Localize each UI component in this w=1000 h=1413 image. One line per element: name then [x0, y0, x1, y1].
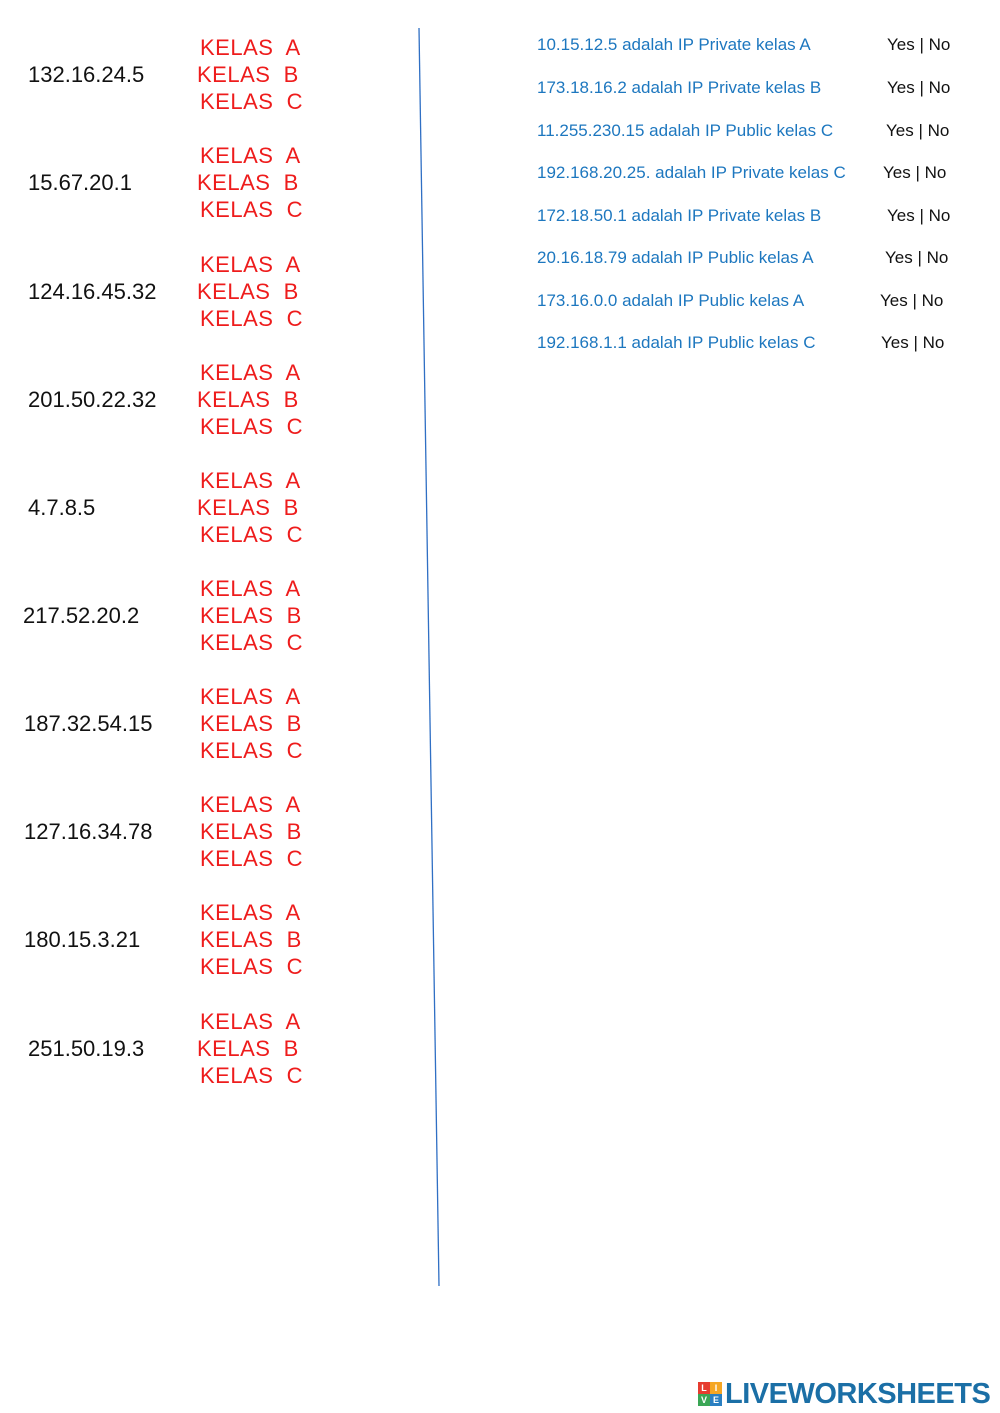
- option-kelas-c[interactable]: KELAS C: [200, 630, 304, 655]
- option-kelas-a[interactable]: KELAS A: [200, 360, 301, 385]
- yes-no-choice: [887, 35, 950, 55]
- statement-row: [0, 35, 1000, 65]
- option-kelas-a[interactable]: KELAS A: [200, 684, 301, 709]
- ip-address-label: 201.50.22.32: [28, 387, 157, 412]
- statement-text: 192.168.20.25. adalah IP Private kelas C: [537, 163, 846, 182]
- no-option[interactable]: No: [928, 35, 951, 54]
- statement-text: 11.255.230.15 adalah IP Public kelas C: [537, 121, 834, 140]
- question-group: [0, 897, 420, 987]
- option-kelas-c[interactable]: KELAS C: [200, 89, 304, 114]
- option-kelas-a[interactable]: KELAS A: [200, 900, 301, 925]
- option-kelas-c[interactable]: KELAS C: [200, 197, 304, 222]
- statement-text: 172.18.50.1 adalah IP Private kelas B: [537, 206, 822, 225]
- yes-no-choice: [881, 333, 944, 353]
- ip-address-label: 217.52.20.2: [23, 603, 140, 628]
- separator: |: [914, 206, 929, 225]
- no-option[interactable]: No: [921, 291, 944, 310]
- statement-row: [0, 248, 1000, 278]
- option-kelas-b[interactable]: KELAS B: [197, 1036, 299, 1061]
- option-kelas-a[interactable]: KELAS A: [200, 143, 301, 168]
- option-kelas-a[interactable]: KELAS A: [200, 576, 301, 601]
- option-kelas-b[interactable]: KELAS B: [200, 819, 302, 844]
- option-kelas-c[interactable]: KELAS C: [200, 414, 304, 439]
- separator: |: [912, 248, 927, 267]
- yes-no-choice: [886, 121, 949, 141]
- statement-text: 192.168.1.1 adalah IP Public kelas C: [537, 333, 816, 352]
- option-kelas-c[interactable]: KELAS C: [200, 846, 304, 871]
- ip-address-label: 124.16.45.32: [28, 279, 157, 304]
- option-kelas-b[interactable]: KELAS B: [197, 279, 299, 304]
- option-kelas-b[interactable]: KELAS B: [200, 927, 302, 952]
- option-kelas-c[interactable]: KELAS C: [200, 1063, 304, 1088]
- no-option[interactable]: No: [922, 333, 945, 352]
- question-group: [0, 789, 420, 879]
- option-kelas-a[interactable]: KELAS A: [200, 1009, 301, 1034]
- no-option[interactable]: No: [928, 206, 951, 225]
- option-kelas-b[interactable]: KELAS B: [197, 387, 299, 412]
- ip-address-label: 4.7.8.5: [28, 495, 96, 520]
- statement-text: 10.15.12.5 adalah IP Private kelas A: [537, 35, 811, 54]
- separator: |: [914, 35, 929, 54]
- no-option[interactable]: No: [928, 78, 951, 97]
- logo-mark-letter: E: [710, 1394, 722, 1406]
- no-option[interactable]: No: [926, 248, 949, 267]
- no-option[interactable]: No: [924, 163, 947, 182]
- option-kelas-a[interactable]: KELAS A: [200, 792, 301, 817]
- option-kelas-a[interactable]: KELAS A: [200, 468, 301, 493]
- separator: |: [908, 333, 923, 352]
- yes-no-choice: [887, 206, 950, 226]
- separator: |: [914, 78, 929, 97]
- yes-option[interactable]: Yes: [881, 333, 909, 352]
- ip-address-label: 180.15.3.21: [24, 927, 141, 952]
- option-kelas-c[interactable]: KELAS C: [200, 306, 304, 331]
- logo-mark-letter: I: [710, 1382, 722, 1394]
- yes-no-choice: [887, 78, 950, 98]
- separator: |: [910, 163, 925, 182]
- liveworksheets-logo-icon: [698, 1382, 722, 1406]
- yes-no-choice: [885, 248, 948, 268]
- yes-option[interactable]: Yes: [887, 35, 915, 54]
- ip-address-label: 127.16.34.78: [24, 819, 153, 844]
- option-kelas-b[interactable]: KELAS B: [197, 495, 299, 520]
- logo-text: LIVEWORKSHEETS: [725, 1378, 991, 1410]
- yes-option[interactable]: Yes: [886, 121, 914, 140]
- option-kelas-c[interactable]: KELAS C: [200, 954, 304, 979]
- ip-address-label: 251.50.19.3: [28, 1036, 145, 1061]
- yes-option[interactable]: Yes: [887, 78, 915, 97]
- statement-row: [0, 78, 1000, 108]
- option-kelas-b[interactable]: KELAS B: [200, 711, 302, 736]
- option-kelas-a[interactable]: KELAS A: [200, 252, 301, 277]
- option-kelas-b[interactable]: KELAS B: [200, 603, 302, 628]
- logo-mark-letter: V: [698, 1394, 710, 1406]
- logo-mark-letter: L: [698, 1382, 710, 1394]
- yes-option[interactable]: Yes: [883, 163, 911, 182]
- statement-row: [0, 206, 1000, 236]
- yes-option[interactable]: Yes: [885, 248, 913, 267]
- separator: |: [913, 121, 928, 140]
- statement-text: 173.16.0.0 adalah IP Public kelas A: [537, 291, 805, 310]
- option-kelas-c[interactable]: KELAS C: [200, 738, 304, 763]
- statement-row: [0, 333, 1000, 363]
- no-option[interactable]: No: [927, 121, 950, 140]
- yes-no-choice: [883, 163, 946, 183]
- ip-address-label: 132.16.24.5: [28, 62, 145, 87]
- statement-row: [0, 163, 1000, 193]
- yes-no-choice: [880, 291, 943, 311]
- true-false-statements: [0, 0, 1000, 380]
- option-kelas-a[interactable]: KELAS A: [200, 35, 301, 60]
- option-kelas-b[interactable]: KELAS B: [197, 62, 299, 87]
- question-group: [0, 573, 420, 663]
- question-group: [0, 465, 420, 555]
- yes-option[interactable]: Yes: [880, 291, 908, 310]
- question-group: [0, 681, 420, 771]
- statement-text: 173.18.16.2 adalah IP Private kelas B: [537, 78, 822, 97]
- yes-option[interactable]: Yes: [887, 206, 915, 225]
- ip-address-label: 187.32.54.15: [24, 711, 153, 736]
- option-kelas-b[interactable]: KELAS B: [197, 170, 299, 195]
- option-kelas-c[interactable]: KELAS C: [200, 522, 304, 547]
- ip-address-label: 15.67.20.1: [28, 170, 132, 195]
- liveworksheets-logo: [698, 1378, 990, 1410]
- separator: |: [907, 291, 922, 310]
- statement-row: [0, 121, 1000, 151]
- statement-text: 20.16.18.79 adalah IP Public kelas A: [537, 248, 814, 267]
- question-group: [0, 1006, 420, 1096]
- statement-row: [0, 291, 1000, 321]
